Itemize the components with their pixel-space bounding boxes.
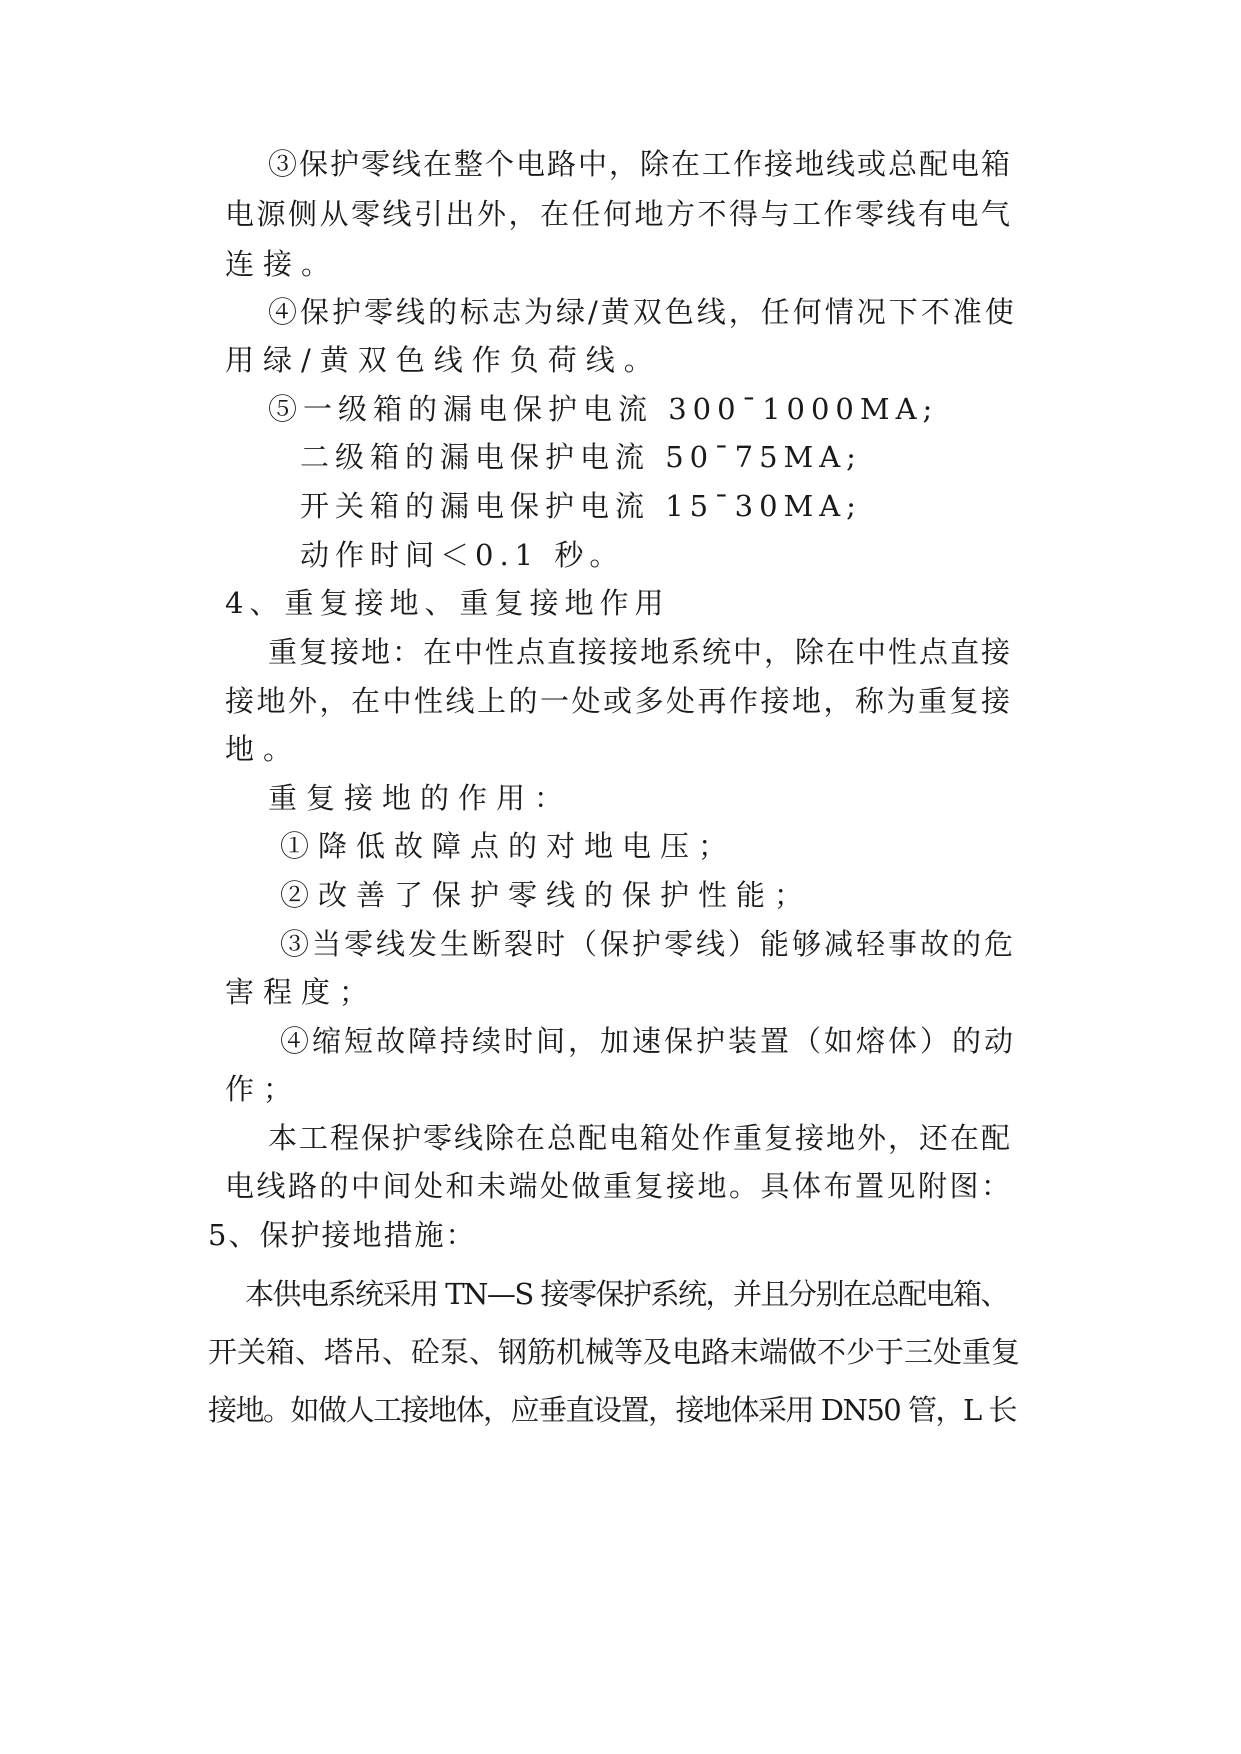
text-line: 电线路的中间处和未端处做重复接地。具体布置见附图： [225, 1169, 1013, 1203]
text-line: 接地。如做人工接地体，应垂直设置，接地体采用 DN50 管，L 长 [208, 1393, 1016, 1427]
text-line: 动作时间＜0.1 秒。 [300, 538, 625, 572]
list-item: ④缩短故障持续时间，加速保护装置（如熔体）的动 [280, 1024, 1017, 1058]
list-item: ②改善了保护零线的保护性能； [280, 878, 813, 912]
section-heading: 4、重复接地、重复接地作用 [225, 586, 670, 620]
text-line: 开关箱的漏电保护电流 15ˉ30MA; [300, 489, 862, 523]
text-line: 连接。 [225, 247, 340, 281]
list-item: ①降低故障点的对地电压； [280, 829, 737, 863]
text-line: 用绿/黄双色线作负荷线。 [225, 343, 662, 377]
list-item: ③当零线发生断裂时（保护零线）能够减轻事故的危 [280, 927, 1017, 961]
text-line: 重复接地的作用： [268, 781, 573, 815]
text-line: 害程度； [225, 975, 378, 1009]
text-line: 电源侧从零线引出外，在任何地方不得与工作零线有电气 [225, 197, 1013, 231]
text-line: 本供电系统采用 TN—S 接零保护系统，并且分别在总配电箱、 [245, 1277, 1009, 1311]
text-line: ③保护零线在整个电路中，除在工作接地线或总配电箱 [268, 147, 1013, 181]
text-line: ⑤一级箱的漏电保护电流 300ˉ1000MA; [268, 392, 939, 426]
text-line: 开关箱、塔吊、砼泵、钢筋机械等及电路末端做不少于三处重复 [208, 1335, 1021, 1369]
text-line: 重复接地：在中性点直接接地系统中，除在中性点直接 [268, 635, 1013, 669]
text-line: 接地外，在中性线上的一处或多处再作接地，称为重复接 [225, 684, 1013, 718]
text-line: ④保护零线的标志为绿/黄双色线，任何情况下不准使 [268, 295, 1017, 329]
section-heading: 5、保护接地措施： [208, 1218, 477, 1252]
text-line: 地。 [225, 732, 302, 766]
text-line: 本工程保护零线除在总配电箱处作重复接地外，还在配 [268, 1121, 1013, 1155]
text-line: 二级箱的漏电保护电流 50ˉ75MA; [300, 440, 862, 474]
text-line: 作； [225, 1072, 302, 1106]
